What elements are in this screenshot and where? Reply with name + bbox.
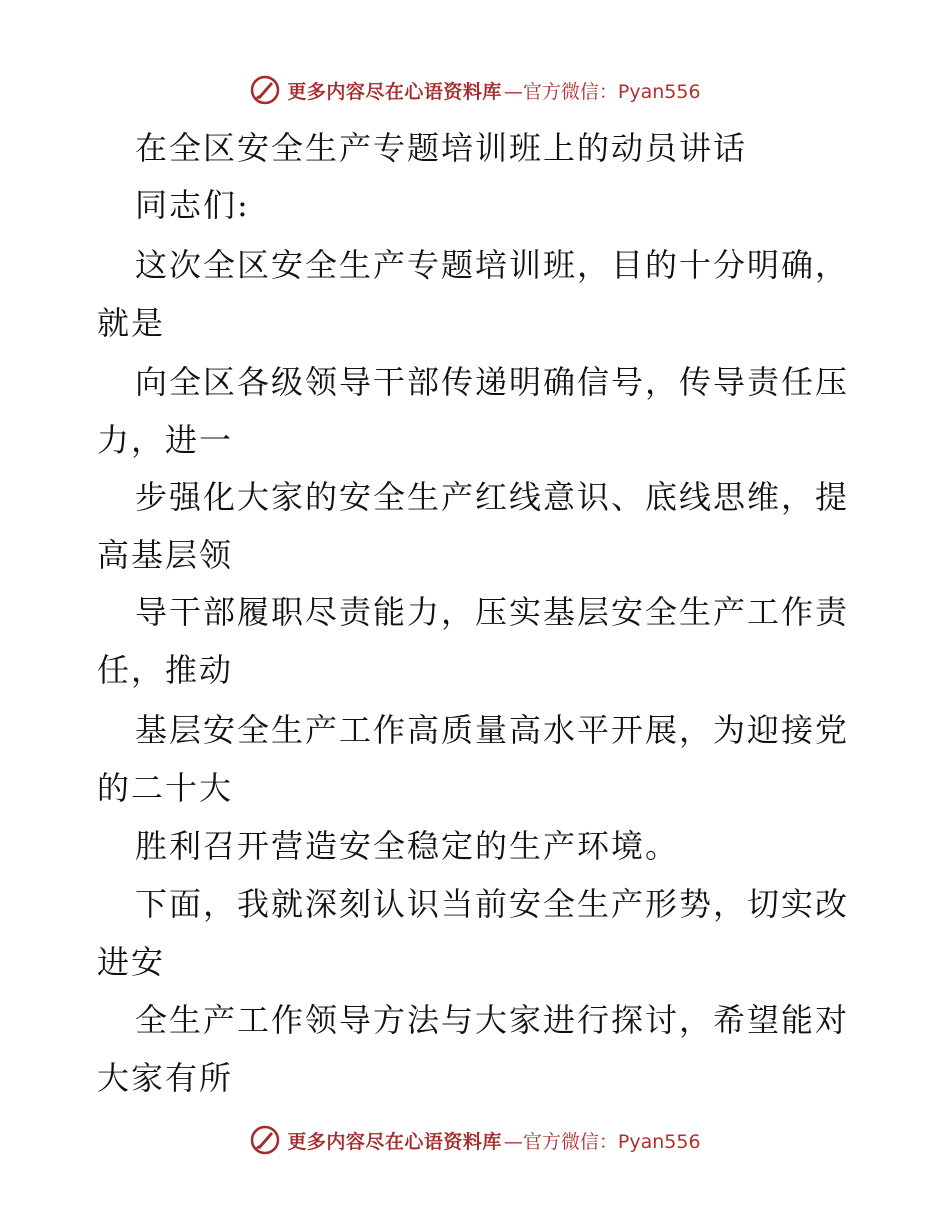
text-line: 这次全区安全生产专题培训班，目的十分明确， (135, 246, 850, 284)
text-line: 全生产工作领导方法与大家进行探讨，希望能对 (135, 1001, 850, 1039)
text-line: 基层安全生产工作高质量高水平开展，为迎接党 (135, 711, 850, 749)
text-line: 导干部履职尽责能力，压实基层安全生产工作责 (135, 593, 850, 631)
text-line: 高基层领 (97, 536, 234, 574)
header-watermark-banner (0, 70, 950, 110)
watermark-contact: —官方微信：Pyan556 (503, 80, 701, 103)
text-line: 就是 (97, 304, 166, 342)
feather-pen-logo-icon (249, 74, 281, 106)
footer-watermark-banner (0, 1120, 950, 1160)
feather-pen-logo-icon (249, 1124, 281, 1156)
text-line: 胜利召开营造安全稳定的生产环境。 (135, 827, 680, 865)
document-title: 在全区安全生产专题培训班上的动员讲话 (135, 129, 748, 167)
watermark-slogan: 更多内容尽在心语资料库 (287, 1130, 502, 1153)
text-line: 任，推动 (97, 651, 234, 689)
text-line: 的二十大 (97, 769, 234, 807)
text-line: 力，进一 (97, 421, 234, 459)
text-line: 下面，我就深刻认识当前安全生产形势，切实改 (135, 885, 850, 923)
text-line: 进安 (97, 943, 166, 981)
salutation: 同志们: (135, 186, 250, 224)
text-line: 步强化大家的安全生产红线意识、底线思维，提 (135, 478, 850, 516)
text-line: 大家有所 (97, 1059, 234, 1097)
watermark-contact: —官方微信：Pyan556 (503, 1130, 701, 1153)
text-line: 向全区各级领导干部传递明确信号，传导责任压 (135, 363, 850, 401)
watermark-slogan: 更多内容尽在心语资料库 (287, 80, 502, 103)
